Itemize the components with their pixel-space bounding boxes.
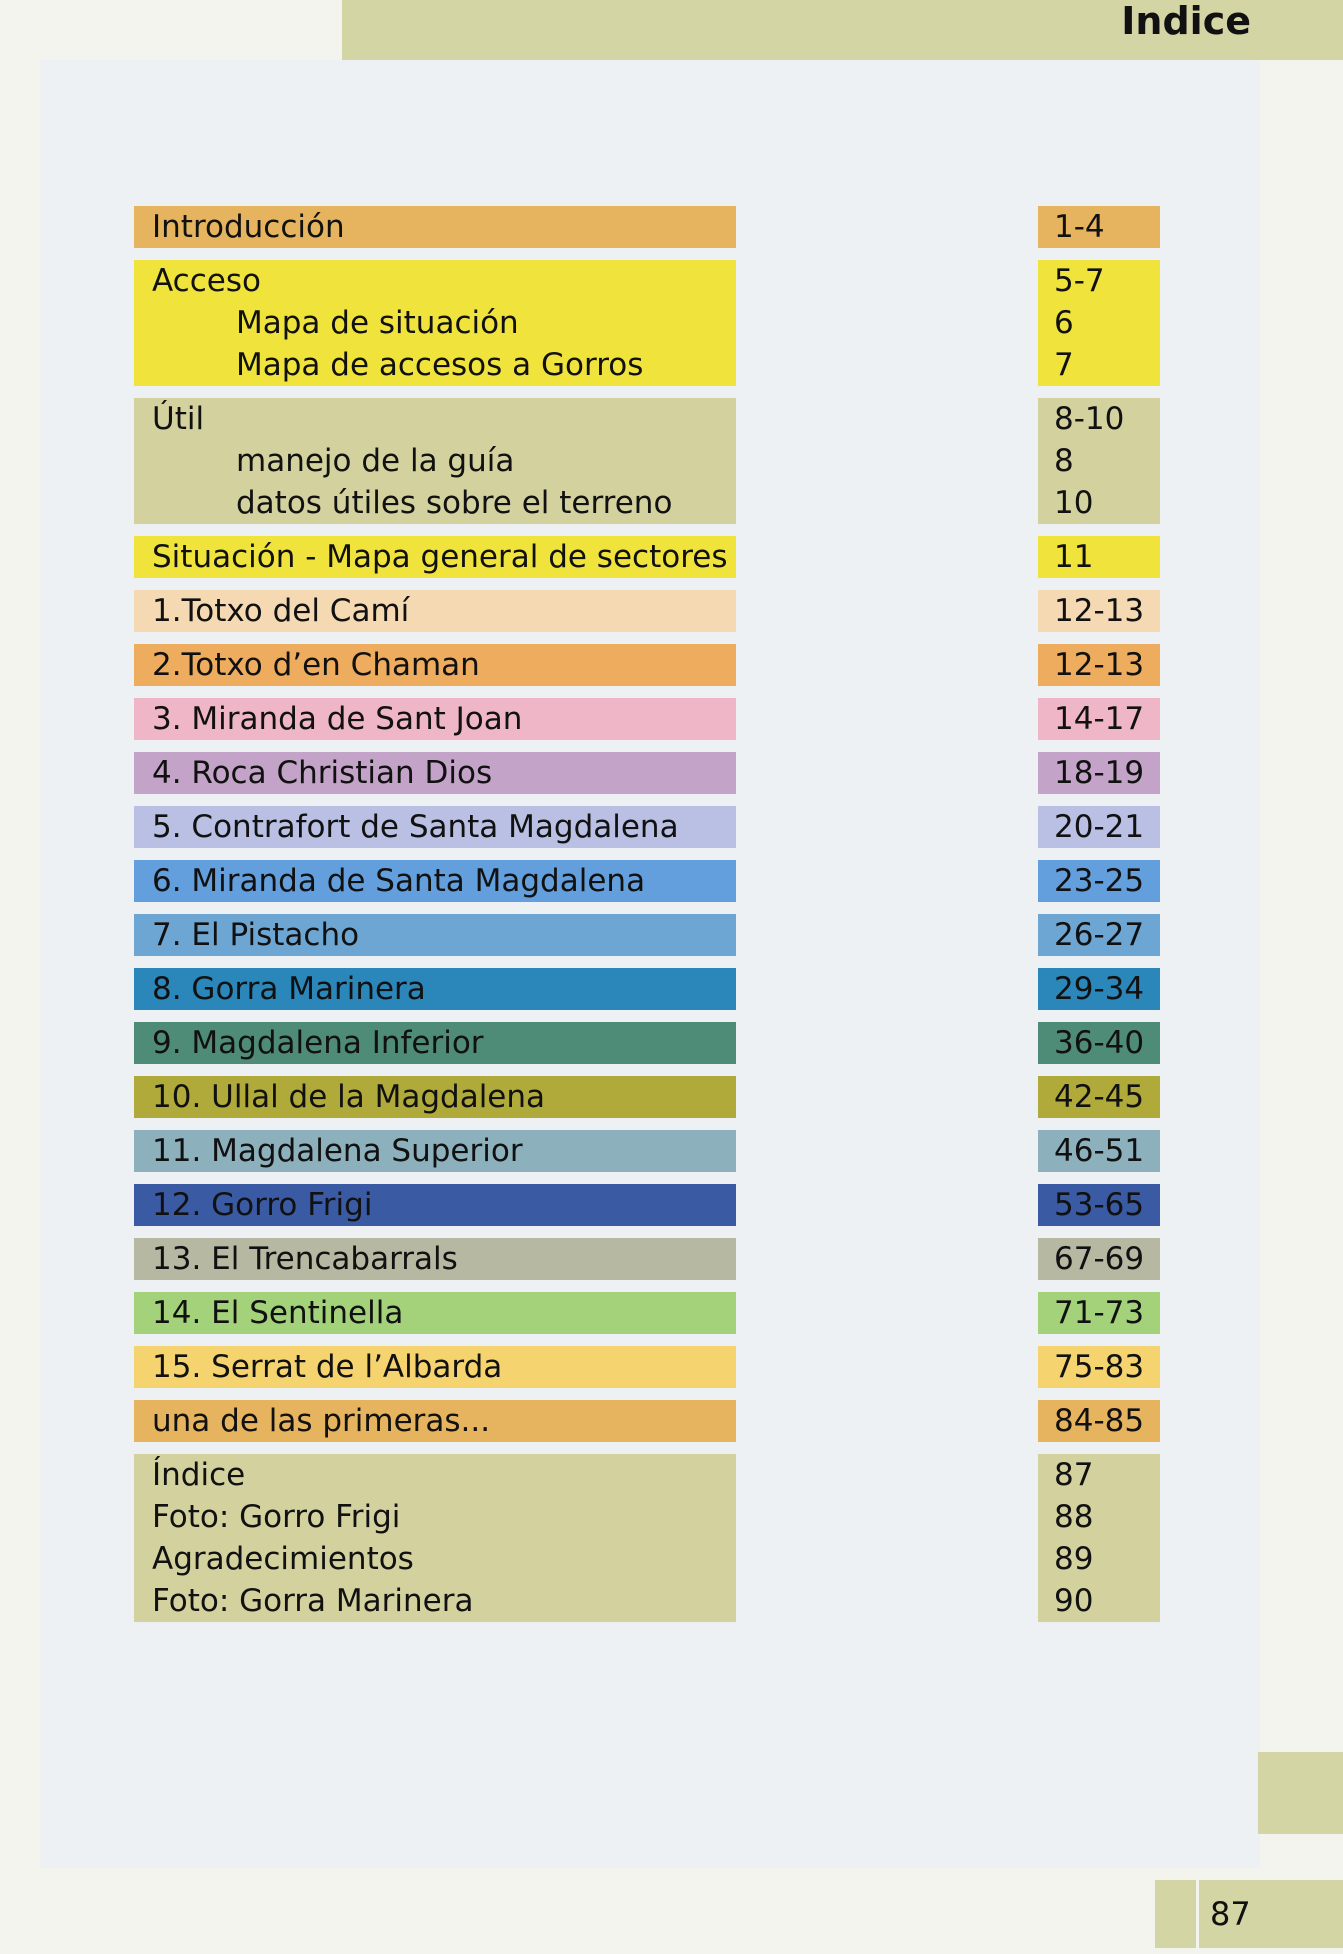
toc-entry-pages [1038,860,1160,902]
toc-page-ref: 46-51 [1054,1133,1145,1169]
toc-line: 1.Totxo del Camí [152,593,410,629]
toc-entry-pages [1038,644,1160,686]
toc-line: 11. Magdalena Superior [152,1133,523,1169]
toc-line: manejo de la guía [236,443,515,479]
toc-entry-label [134,914,736,956]
toc-entry-pages [1038,1400,1160,1442]
toc-entry-label [134,968,736,1010]
toc-page-ref: 75-83 [1054,1349,1145,1385]
toc-page-ref: 89 [1054,1541,1094,1577]
toc-entry-pages [1038,698,1160,740]
toc-line: 10. Ullal de la Magdalena [152,1079,546,1115]
toc-page-ref: 88 [1054,1499,1094,1535]
toc-entry-label [134,206,736,248]
toc-entry-pages [1038,1346,1160,1388]
toc-line: 13. El Trencabarrals [152,1241,458,1277]
toc-line: 3. Miranda de Sant Joan [152,701,523,737]
toc-line: Situación - Mapa general de sectores [152,539,728,575]
toc-page-ref: 36-40 [1054,1025,1145,1061]
toc-entry-label [134,398,736,524]
toc-entry-pages [1038,1454,1160,1622]
toc-page-ref: 10 [1054,485,1094,521]
toc-entry-pages [1038,1238,1160,1280]
toc-entry-label [134,752,736,794]
toc-page-ref: 14-17 [1054,701,1145,737]
toc-line: 12. Gorro Frigi [152,1187,373,1223]
toc-entry-label [134,1238,736,1280]
toc-entry-label [134,1130,736,1172]
toc-line: 14. El Sentinella [152,1295,404,1331]
toc-entry-pages [1038,536,1160,578]
toc-page-ref: 84-85 [1054,1403,1145,1439]
toc-page-ref: 90 [1054,1583,1094,1619]
toc-page-ref: 18-19 [1054,755,1145,791]
footer-divider [1196,1880,1199,1948]
page-number: 87 [1210,1895,1251,1933]
toc-line: Foto: Gorro Frigi [152,1499,401,1535]
page-title: Indice [1121,0,1251,43]
toc-page-ref: 29-34 [1054,971,1145,1007]
toc-entry-label [134,1454,736,1622]
toc-entry-pages [1038,968,1160,1010]
toc-entry-label [134,260,736,386]
toc-line: 15. Serrat de l’Albarda [152,1349,503,1385]
toc-entry-pages [1038,752,1160,794]
toc-entry-label [134,590,736,632]
toc-entry-pages [1038,1292,1160,1334]
toc-page-ref: 23-25 [1054,863,1145,899]
toc-page-ref: 8-10 [1054,401,1125,437]
toc-entry-pages [1038,1076,1160,1118]
toc-line: 6. Miranda de Santa Magdalena [152,863,646,899]
toc-entry-label [134,1346,736,1388]
toc-entry-pages [1038,1130,1160,1172]
toc-line: 4. Roca Christian Dios [152,755,493,791]
toc-line: Índice [152,1457,246,1493]
toc-entry-label [134,536,736,578]
toc-page-ref: 67-69 [1054,1241,1145,1277]
toc-page-ref: 26-27 [1054,917,1145,953]
toc-page-ref: 6 [1054,305,1074,341]
toc-line: datos útiles sobre el terreno [236,485,673,521]
toc-line: Útil [152,401,205,437]
toc-page-ref: 12-13 [1054,593,1145,629]
toc-page-ref: 11 [1054,539,1094,575]
toc-entry-pages [1038,1184,1160,1226]
toc-line: 5. Contrafort de Santa Magdalena [152,809,679,845]
toc-entry-label [134,1076,736,1118]
toc-entry-label [134,1022,736,1064]
toc-line: una de las primeras... [152,1403,491,1439]
toc-line: 8. Gorra Marinera [152,971,426,1007]
toc-line: Mapa de situación [236,305,519,341]
toc-page-ref: 87 [1054,1457,1094,1493]
toc-line: Acceso [152,263,261,299]
toc-page-ref: 12-13 [1054,647,1145,683]
toc-entry-label [134,1400,736,1442]
toc-page-ref: 8 [1054,443,1074,479]
toc-entry-label [134,1184,736,1226]
toc-page-ref: 53-65 [1054,1187,1145,1223]
toc-line: Introducción [152,209,345,245]
toc-line: Agradecimientos [152,1541,414,1577]
toc-page-ref: 71-73 [1054,1295,1145,1331]
toc-entry-label [134,1292,736,1334]
toc-line: Foto: Gorra Marinera [152,1583,474,1619]
toc-entry-pages [1038,806,1160,848]
toc-entry-pages [1038,398,1160,524]
toc-entry-pages [1038,1022,1160,1064]
toc-entry-pages [1038,206,1160,248]
toc-page-ref: 42-45 [1054,1079,1145,1115]
toc-line: 7. El Pistacho [152,917,360,953]
toc-page-ref: 20-21 [1054,809,1145,845]
toc-entry-pages [1038,590,1160,632]
toc-entry-label [134,860,736,902]
toc-page-ref: 7 [1054,347,1074,383]
toc-line: 2.Totxo d’en Chaman [152,647,480,683]
toc-entry-label [134,644,736,686]
side-tab [1258,1752,1343,1834]
toc-entry-label [134,806,736,848]
toc-line: Mapa de accesos a Gorros [236,347,644,383]
toc-page-ref: 5-7 [1054,263,1105,299]
toc-entry-pages [1038,914,1160,956]
toc-page-ref: 1-4 [1054,209,1105,245]
toc-entry-label [134,698,736,740]
toc-entry-pages [1038,260,1160,386]
toc-line: 9. Magdalena Inferior [152,1025,484,1061]
